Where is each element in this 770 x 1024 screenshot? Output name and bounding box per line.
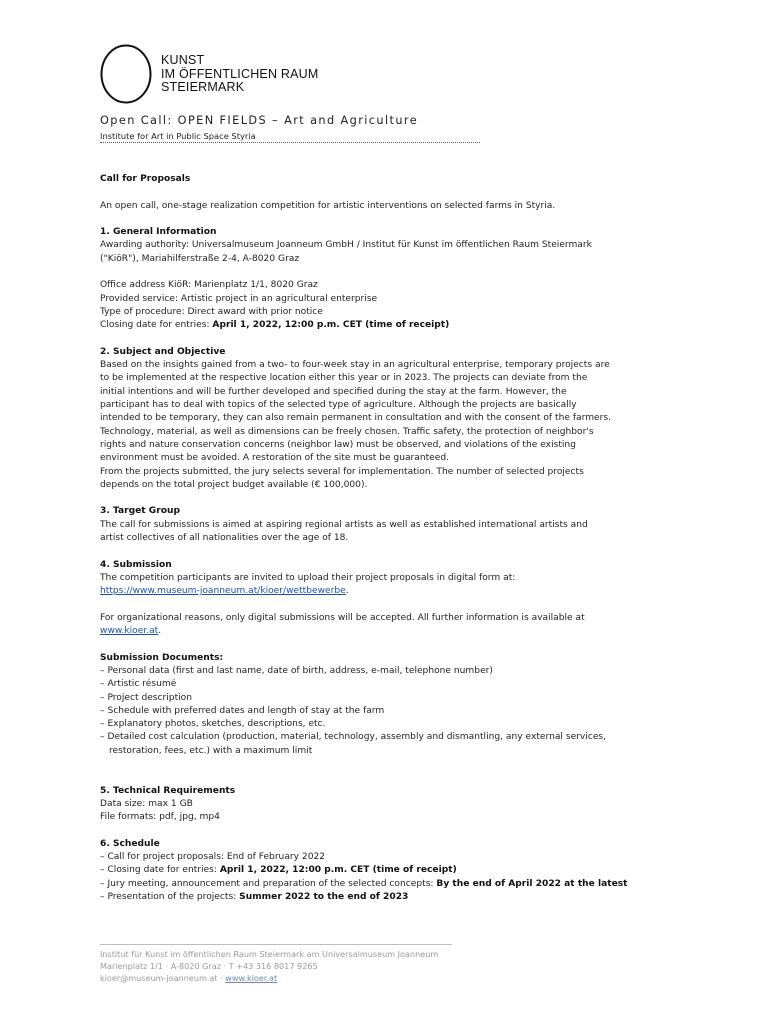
objective-line: environment must be avoided. A restoration of the site must be guaranteed.: [100, 453, 450, 464]
header-divider: [100, 142, 480, 143]
data-size: Data size: max 1 GB: [100, 798, 193, 809]
objective-line: rights and nature conservation concerns (neighbor law) must be observed, and violations of the existing: [100, 439, 576, 450]
closing-date-label: Closing date for entries:: [100, 320, 213, 331]
section-1-heading: 1. General Information: [100, 227, 217, 238]
document-list-item: – Personal data (first and last name, date of birth, address, e-mail, telephone number): [100, 665, 493, 676]
logo-line-2: IM ÖFFENTLICHEN RAUM: [161, 66, 319, 81]
page-footer: [100, 948, 438, 984]
footer-address: Marienplatz 1/1 · A-8020 Graz · T +43 316 8017 9265: [100, 961, 318, 971]
document-list-item: – Explanatory photos, sketches, descriptions, etc.: [100, 719, 326, 730]
awarding-authority-line-2: ("KiöR"), Mariahilferstraße 2-4, A-8020 Graz: [100, 253, 300, 264]
submission-documents-heading: Submission Documents:: [100, 652, 224, 663]
section-5-heading: 5. Technical Requirements: [100, 785, 236, 796]
call-heading: Call for Proposals: [100, 174, 191, 184]
objective-line: participant has to deal with topics of the selected type of agriculture. Although the projects are basically: [100, 400, 577, 411]
objective-line: to be implemented at the respective location either this year or in 2023. The projects can deviate from the: [100, 373, 588, 384]
schedule-item: [100, 891, 640, 904]
target-group-line: artist collectives of all nationalities over the age of 18.: [100, 533, 349, 544]
schedule-item-label: – Closing date for entries:: [100, 865, 220, 876]
schedule-item: [100, 878, 640, 891]
section-4-heading: 4. Submission: [100, 559, 172, 570]
document-list-item: – Schedule with preferred dates and length of stay at the farm: [100, 705, 385, 716]
closing-date: [100, 319, 640, 332]
target-group-line: The call for submissions is aimed at aspiring regional artists as well as established international artists and: [100, 519, 588, 530]
org-link-line: [100, 625, 640, 638]
objective-line: From the projects submitted, the jury selects several for implementation. The number of selected projects: [100, 466, 584, 477]
schedule-item: [100, 864, 640, 877]
document-list-item: – Artistic résumé: [100, 679, 177, 690]
awarding-authority-line-1: Awarding authority: Universalmuseum Joanneum GmbH / Institut für Kunst im öffentlichen Raum Steiermark: [100, 240, 592, 251]
footer-separator: ·: [217, 973, 226, 983]
org-link-period: .: [158, 626, 162, 637]
logo-line-3: STEIERMARK: [161, 80, 245, 94]
schedule-item: – Call for project proposals: End of February 2022: [100, 852, 326, 863]
footer-website-link[interactable]: www.kioer.at: [225, 973, 278, 983]
document-title: Open Call: OPEN FIELDS – Art and Agriculture: [100, 114, 419, 127]
kioer-website-link[interactable]: www.kioer.at: [100, 626, 159, 637]
logo-line-1: KUNST: [161, 53, 205, 67]
footer-email: kioer@museum-joanneum.at: [100, 973, 218, 983]
competition-upload-link[interactable]: https://www.museum-joanneum.at/kioer/wettbewerbe: [100, 586, 346, 597]
schedule-item-label: – Jury meeting, announcement and preparation of the selected concepts:: [100, 878, 437, 889]
section-2-heading: 2. Subject and Objective: [100, 346, 226, 357]
objective-line: depends on the total project budget available (€ 100,000).: [100, 479, 368, 490]
schedule-item-value: By the end of April 2022 at the latest: [436, 878, 628, 889]
section-6-heading: 6. Schedule: [100, 838, 160, 849]
schedule-item-value: April 1, 2022, 12:00 p.m. CET (time of receipt): [219, 865, 457, 876]
objective-line: Technology, material, as well as dimensions can be freely chosen. Traffic safety, the protection of neighbor's: [100, 426, 594, 437]
objective-line: Based on the insights gained from a two- to four-week stay in an agricultural enterprise, temporary projects are: [100, 360, 610, 371]
logo-wordmark: [161, 54, 318, 95]
schedule-item-label: – Presentation of the projects:: [100, 892, 240, 903]
upload-link-line: [100, 585, 640, 598]
document-list-item: – Detailed cost calculation (production, material, technology, assembly and dismantling, any external services, restoration, fees, etc.) with a maximum limit: [100, 732, 607, 756]
schedule-item-value: Summer 2022 to the end of 2023: [239, 892, 409, 903]
oval-logo-mark: [100, 44, 152, 104]
provided-service: Provided service: Artistic project in an agricultural enterprise: [100, 293, 378, 304]
footer-divider: [100, 944, 452, 945]
file-formats: File formats: pdf, jpg, mp4: [100, 812, 220, 823]
footer-contact: [100, 972, 438, 984]
objective-line: intended to be temporary, they can also remain permanent in consultation and with the consent of the farmers.: [100, 413, 612, 424]
org-info-text: For organizational reasons, only digital submissions will be accepted. All further information is available at: [100, 612, 585, 623]
footer-institution: Institut für Kunst im öffentlichen Raum Steiermark am Universalmuseum Joanneum: [100, 949, 439, 959]
closing-date-value: April 1, 2022, 12:00 p.m. CET (time of receipt): [212, 320, 450, 331]
objective-line: initial intentions and will be further developed and specified during the stay at the farm. However, the: [100, 386, 567, 397]
document-list-item: – Project description: [100, 692, 193, 703]
upload-instructions: The competition participants are invited to upload their project proposals in digital form at:: [100, 572, 516, 583]
document-body: [100, 173, 640, 904]
section-3-heading: 3. Target Group: [100, 506, 180, 517]
call-intro: An open call, one-stage realization competition for artistic interventions on selected farms in Styria.: [100, 200, 556, 211]
office-address: Office address KiöR: Marienplatz 1/1, 8020 Graz: [100, 280, 318, 291]
upload-link-period: .: [345, 586, 349, 597]
document-subtitle: Institute for Art in Public Space Styria: [100, 131, 256, 141]
procedure-type: Type of procedure: Direct award with prior notice: [100, 306, 323, 317]
